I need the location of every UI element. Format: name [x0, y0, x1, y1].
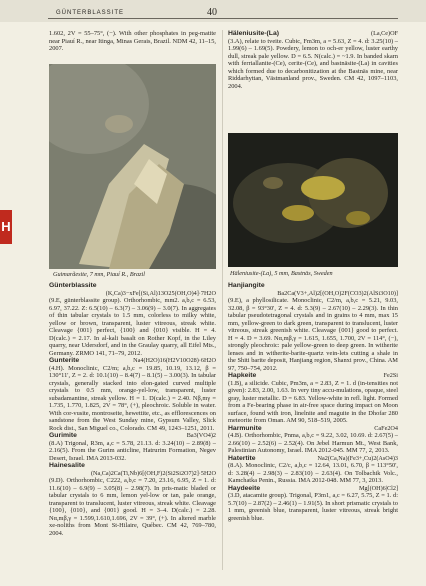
- entry-formula: Na4(H2O)16(H2V10O28)·6H2O: [133, 357, 216, 364]
- entry-name: Gunterite: [49, 357, 80, 364]
- entry-gurimite: [49, 432, 216, 462]
- entry-name: Hapkeite: [228, 372, 257, 379]
- entry-haydeeite: [228, 485, 398, 523]
- column-divider: [222, 30, 223, 570]
- entry-hatertite: [228, 455, 398, 485]
- entry-gunterblassite: [49, 282, 216, 357]
- right-top-text-block: [228, 30, 398, 90]
- entry-name: Haydeeite: [228, 484, 261, 492]
- entry-formula: Ba2Ca(V3+,Al)2[(OH,O)2F(CO3)2(AlSi3O10)]: [277, 289, 398, 297]
- entry-text: (8.A). Monoclinic, C2/c, a,b,c = 12.64, 13.01, 6.70, β = 113°50', d: 3.28(4) – 2.98(3) – 2.83(10) – 2.63(4). On Tolbachik Volc., Kamchatka Penin., Russia. IMA 2012-048. MM 77, 3, 2013.: [228, 462, 398, 484]
- entry-haleniusite: [228, 30, 398, 90]
- entry-formula: Na2(Ca,Na)(Fe3+,Cu)2(AsO4)3: [317, 454, 398, 462]
- entry-name: Hanjiangite: [228, 282, 265, 289]
- entry-text: (9.E, günterblassite group). Orthorhombic, mm2. a,b,c = 6.53, 6.97, 37.22. Z: 6.5(10) – 6.3(7) – 3.06(9) – 3.0(7). In aggregates of thin tabular crystals to 1.5 mm, colorless to milky white, yellow or brown, transparent, luster vitreous, streak white. Cleavage {001} perfect, {100} and {010} visible. H = 4. D(calc.) = 2.17. In al-kali basalt on Rother Kopf, in the Liley quarry, near Udersdorf, and in the Graulay quarry, all Eifel Mts., Germany. ZRMO 141, 71–79, 2012.: [49, 297, 216, 357]
- entry-name: Günterblassite: [49, 282, 97, 289]
- entry-hanjiangite: [228, 282, 398, 372]
- left-photo-caption: Guimarãesite, 7 mm, Piauí R., Brazil: [53, 271, 145, 278]
- entry-formula: (Na,Ca)2Ca(Ti,Nb)6[(OH,F)2(Si2Si2O7)2]·5H2O: [90, 469, 216, 477]
- entry-text: (4.B). Orthorhombic, Pnma, a,b,c = 9.22, 3.02, 10.69. d: 2.67(5) – 2.66(10) – 2.52(6) – 2.52(4). On Jebel Harmun Mt., West Bank, Palestinian Autonomy, Israel. IMA 2012-045. MM 77, 2, 2013.: [228, 432, 398, 454]
- entry-hapkeite: [228, 372, 398, 425]
- running-title: GÜNTERBLASSITE: [56, 10, 125, 16]
- entry-text: (9.E), a phyllosilicate. Monoclinic, C2/m, a,b,c = 5.21, 9.03, 32.08, β = 93°30', Z = 4. d: 5.3(9) – 2.67(10) – 2.29(3). In thin tabular pseudotetragonal crystals and in grains to 4 mm, max 15 mm, yellow-green to dark green, transparent to translucent, luster vitreous, streak greenish white. Cleavage {001} good to perfect. H = 4. D = 3.69. Nα,mβ,γ = 1.615, 1.655, 1.700, 2V = 114°, (−), strongly pleochroic: pale yellow-green to deep green. In witherite lenses and in witherite-barite-quartz vein-lets cutting a shale in the Shiti barite deposit, Hanjiang region, Shanxi prov., China. AM 97, 750–754, 2012.: [228, 297, 398, 372]
- haleniusite-image: [228, 133, 398, 267]
- left-top-text: 1.602, 2V = 55–75°, (−). With other phosphates in peg-matite near Piauí R., near Itinga, Minas Gerais, Brazil. NDM 42, 11–15, 2007.: [49, 30, 216, 52]
- entry-formula: CaFe2O4: [374, 424, 398, 432]
- entry-formula: Fe2Si: [383, 372, 398, 379]
- entry-hainesalite: [49, 462, 216, 537]
- entry-text: (1.B), a silicide. Cubic, Pm3m, a = 2.83, Z = 1. d (in-tensities not given): 2.83, 2.00, 1.63. In very tiny accu-mulations, opaque, steel gray, luster metallic. D = 6.83. Yellow-white in refl. light. Formed from a Fe-bearing phase in air-free space during impact on Moon surface, found with iron, linelnite and maguite in the Dhofar 280 meteorite from Oman. AM 90, 518–519, 2005.: [228, 379, 398, 424]
- entry-name: Harmunite: [228, 424, 262, 432]
- entry-gunterite: [49, 357, 216, 432]
- entry-formula: (La,Ce)OF: [371, 30, 398, 37]
- entry-name: Häleniusite-(La): [228, 30, 279, 37]
- entry-name: Gurimite: [49, 432, 77, 439]
- header-rule: [48, 18, 398, 19]
- entry-formula: Mg[(OH)6|Cl2]: [358, 484, 398, 492]
- guimaraesite-image: [49, 64, 216, 269]
- left-top-text-block: [49, 30, 216, 53]
- entry-formula: Ba3(VO4)2: [186, 432, 216, 439]
- right-entries: [228, 282, 398, 522]
- entry-text: (9.D). Orthorhombic, C222, a,b,c = 7.20, 23.16, 6.95, Z = 1. d: 11.6(10) – 6.9(9) – 3.05(8) – 2.98(7). In pris-matic bladed or tabular crystals to 6 mm, lemon yel-low or tan, pale orange, transparent to translucent, luster vitreous, streak white. Cleavage {100}, {010}, and {001} good. H = 3–4. D(calc.) = 2.28. Nα,mβ,γ = 1.599,1.610,1.696, 2V = 39°, (+). In altered marble xe-noliths from Mont St-Hilaire, Québec. CM 42, 769–780, 2004.: [49, 477, 216, 537]
- entry-text: (8.A) Trigonal, R3m, a,c = 5.78, 21.13. d: 3.24(10) – 2.89(8) – 2.16(5). From the Gurim anticline, Hatrurim Formation, Negev Desert, Israel. IMA 2013-032.: [49, 439, 216, 462]
- entry-name: Hainesalite: [49, 462, 85, 469]
- photo-guimaraesite: [49, 64, 216, 269]
- page-number: 40: [207, 7, 217, 18]
- entry-text: (4.H). Monoclinic, C2/m; a,b,c = 19.85, 10.19, 13.12, β = 130°11', Z = 2. d: 10.1(10) – 8.4(7) – 8.1(5) – 3.00(3). In tabular crystals, generally stacked into elon-gated curved multiple crystals to 0.5 mm, orange-yel-low, transparent, luster subadamantine, streak yellow. H = 1. D(calc.) = 2.40. Nβ,mγ = 1.735, 1.770, 1.825, 2V = 78°, (+), pleochroic. Soluble in water. With cor-vusite, montroseite, hewettite, etc., as efflorescences on sandstone from the West Sunday mine, Gypsum Valley, Slick Rock dist., San Miguel co., Colorado. CM 49, 1243–1251, 2011.: [49, 364, 216, 432]
- right-photo-caption: Häleniusite-(La), 5 mm, Bastnäs, Sweden: [230, 270, 333, 277]
- section-tab: H: [0, 210, 12, 244]
- entry-harmunite: [228, 425, 398, 455]
- photo-haleniusite: [228, 133, 398, 267]
- entry-text: (3.A), relate to tveite. Cubic, Fm3m, a = 5.63, Z = 4. d: 3.25(10) – 1.99(6) – 1.69(5). Powdery, lemon to och-er yellow, luster earthy dull, streak pale yellow. D = 6.5. N(calc.) = ~1.9. In banded skarn with ferriallanite-(Ce), cerite-(Ce), and bastnäsite-(La) in cavities which formed due to decarbonitization at the Bastnäs mine, near Riddarhyttan, Västmanland prov., Sweden. CM 42, 1097–1103, 2004.: [228, 37, 398, 90]
- left-entries: [49, 282, 216, 537]
- entry-formula: (K,Ca)3−xFe[(Si,Al)13O25(OH,O)4]·7H2O: [105, 289, 216, 297]
- entry-text: (3.D, atacamite group). Trigonal, P3m1, a,c = 6.27, 5.75, Z = 1. d: 5.7(10) – 2.87(2) – 2.46(1) – 1.91(5). In short prismatic crystals to 1 mm, greenish blue, transparent, luster vitreous, streak bright greenish blue.: [228, 492, 398, 522]
- entry-name: Hatertite: [228, 454, 256, 462]
